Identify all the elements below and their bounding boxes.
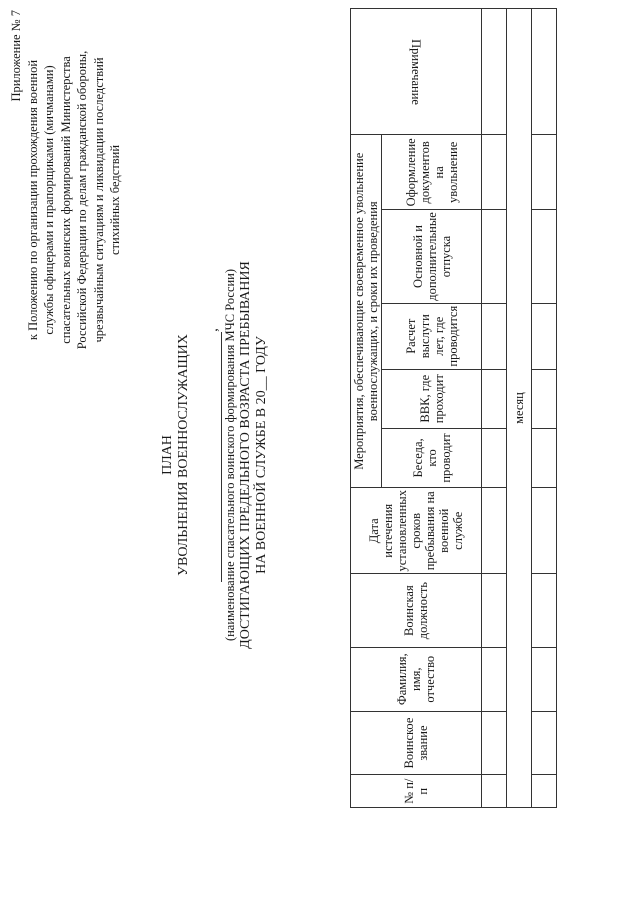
col-name-header: Фамилия, имя, отчество [351,647,482,711]
table-cell [532,775,557,808]
unit-name-hint: (наименование спасательного воинского формирования МЧС России) [223,268,237,642]
table-row [482,9,507,808]
table-row [532,9,557,808]
sub-talk-header: Беседа, кто проводит [382,428,482,487]
appendix-line: службы офицерами и прапорщиками (мичманами) [42,65,56,335]
table-cell [532,711,557,775]
appendix-number: Приложение № 7 [9,10,23,102]
table-cell [532,303,557,369]
title-subject: УВОЛЬНЕНИЯ ВОЕННОСЛУЖАЩИХ [176,334,191,576]
table-cell [532,210,557,304]
sub-vvk-header: ВВК, где проходит [382,369,482,428]
appendix-line: чрезвычайным ситуациям и ликвидации последствий [91,57,106,343]
title-comma: , [206,328,221,332]
table-cell [532,488,557,574]
document-title [160,45,270,865]
appendix-line: стихийных бедствий [108,144,122,256]
appendix-line: Российской Федерации по делам гражданской обороны, [75,50,89,350]
unit-name-blank [209,332,222,582]
table-cell [532,135,557,210]
header-row [351,9,382,808]
table-cell [532,9,557,135]
col-note-label: Примечание [409,38,423,105]
table-cell [482,711,507,775]
sub-service-header: Расчет выслуги лет, где проводится [382,303,482,369]
table-cell [482,647,507,711]
table-cell [482,488,507,574]
month-label: месяц [507,9,532,808]
col-position-header: Воинская должность [351,574,482,647]
title-age-limit: ДОСТИГАЮЩИХ ПРЕДЕЛЬНОГО ВОЗРАСТА ПРЕБЫВАНИЯ [238,261,253,649]
unit-name-line [206,45,222,865]
table-cell [532,647,557,711]
table-cell [482,574,507,647]
appendix-line: спасательных воинских формирований Министерства [58,56,73,344]
month-row [507,9,532,808]
table-cell [482,369,507,428]
col-measures-header: Мероприятия, обеспечивающие своевременное увольнение военнослужащих, и сроки их проведения [351,135,382,488]
table-cell [532,574,557,647]
table-cell [532,428,557,487]
table-cell [482,210,507,304]
sub-docs-header: Оформление документов на увольнение [382,135,482,210]
table-cell [482,775,507,808]
table-cell [482,428,507,487]
table-cell [482,9,507,135]
col-note-header [351,9,482,135]
col-expiry-header: Дата истечения установленных сроков пребывания на военной службе [351,488,482,574]
title-plan: ПЛАН [160,435,175,475]
col-rank-header: Воинское звание [351,711,482,775]
table-cell [482,135,507,210]
appendix-header [8,10,124,390]
col-num-header: № п/п [351,775,482,808]
plan-table [350,8,557,808]
table-cell [482,303,507,369]
sub-leave-header: Основной и дополнительные отпуска [382,210,482,304]
appendix-line: к Положению по организации прохождения военной [25,59,40,341]
table-cell [532,369,557,428]
title-year: НА ВОЕННОЙ СЛУЖБЕ В 20__ ГОДУ [254,336,269,574]
